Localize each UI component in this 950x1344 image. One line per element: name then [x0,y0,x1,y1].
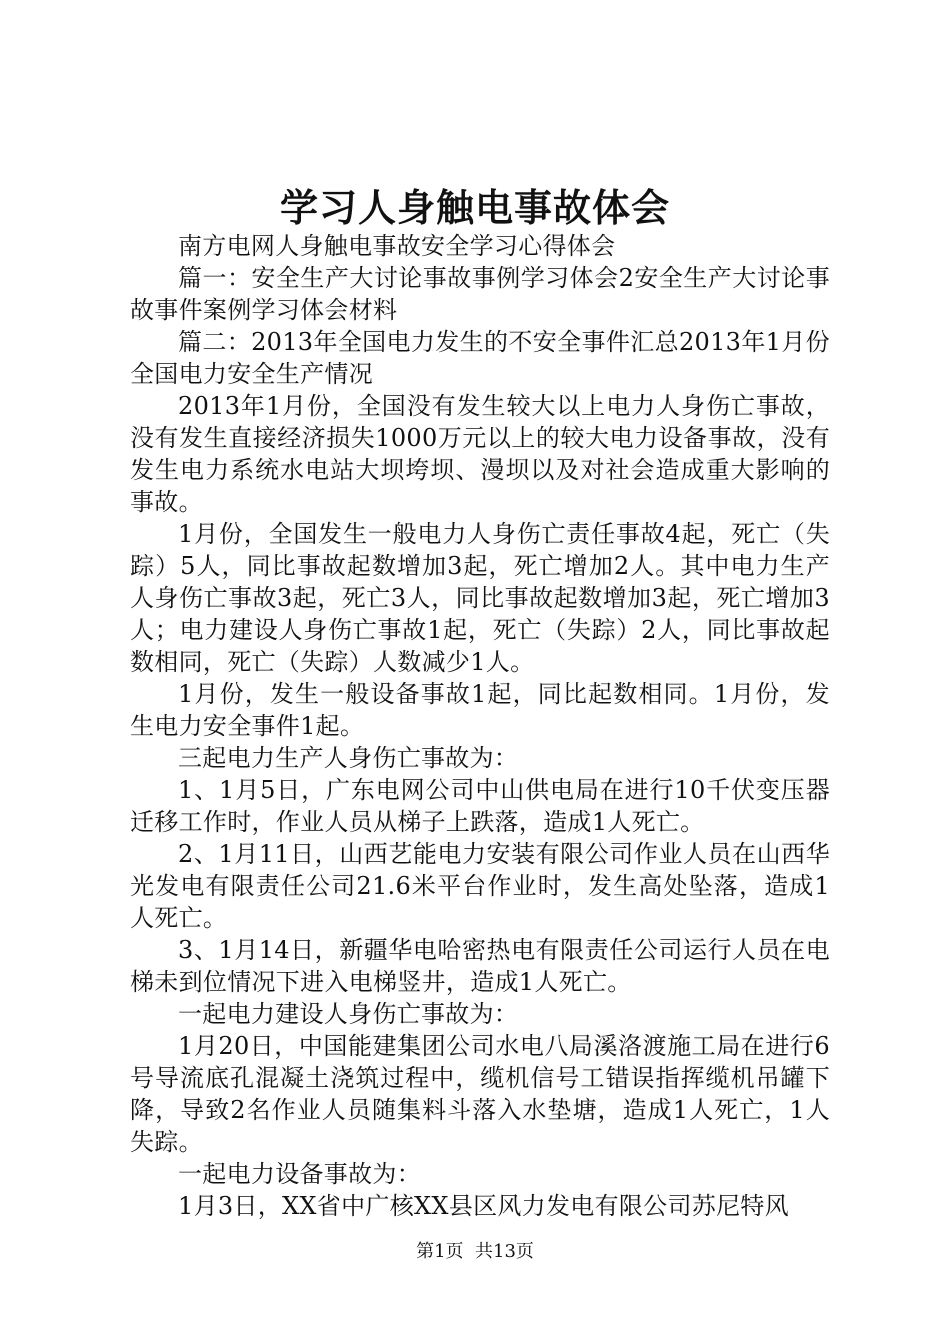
paragraph: 1月3日，XX省中广核XX县区风力发电有限公司苏尼特风 [178,1192,789,1220]
paragraph: 一起电力设备事故为： [178,1160,421,1188]
paragraph: 篇二：2013年全国电力发生的不安全事件汇总2013年1月份全国电力安全生产情况 [130,328,830,388]
paragraph: 1月份，全国发生一般电力人身伤亡责任事故4起，死亡（失踪）5人，同比事故起数增加3起，死亡增加2人。其中电力生产人身伤亡事故3起，死亡3人，同比事故起数增加3起，死亡增加3人；电力建设人身伤亡事故1起，死亡（失踪）2人，同比事故起数相同，死亡（失踪）人数减少1人。 [130,520,830,676]
document-body [130,230,830,1222]
paragraph: 3、1月14日，新疆华电哈密热电有限责任公司运行人员在电梯未到位情况下进入电梯竖井，造成1人死亡。 [130,936,830,996]
paragraph: 一起电力建设人身伤亡事故为： [178,1000,519,1028]
paragraph: 1月20日，中国能建集团公司水电八局溪洛渡施工局在进行6号导流底孔混凝土浇筑过程中，缆机信号工错误指挥缆机吊罐下降，导致2名作业人员随集料斗落入水垫塘，造成1人死亡，1人失踪。 [130,1032,830,1156]
page-number: 第1页 [416,1241,464,1262]
paragraph: 南方电网人身触电事故安全学习心得体会 [178,232,616,260]
page-total: 共13页 [475,1241,534,1262]
paragraph: 1、1月5日，广东电网公司中山供电局在进行10千伏变压器迁移工作时，作业人员从梯子上跌落，造成1人死亡。 [130,776,830,836]
page-footer [0,1240,950,1264]
document-title: 学习人身触电事故体会 [279,185,670,230]
paragraph: 篇一：安全生产大讨论事故事例学习体会2安全生产大讨论事故事件案例学习体会材料 [130,264,830,324]
paragraph: 2、1月11日，山西艺能电力安装有限公司作业人员在山西华光发电有限责任公司21.6米平台作业时，发生高处坠落，造成1人死亡。 [130,840,830,932]
paragraph: 2013年1月份，全国没有发生较大以上电力人身伤亡事故，没有发生直接经济损失1000万元以上的较大电力设备事故，没有发生电力系统水电站大坝垮坝、漫坝以及对社会造成重大影响的事故。 [130,392,830,516]
paragraph: 1月份，发生一般设备事故1起，同比起数相同。1月份，发生电力安全事件1起。 [130,680,830,740]
paragraph: 三起电力生产人身伤亡事故为： [178,744,519,772]
